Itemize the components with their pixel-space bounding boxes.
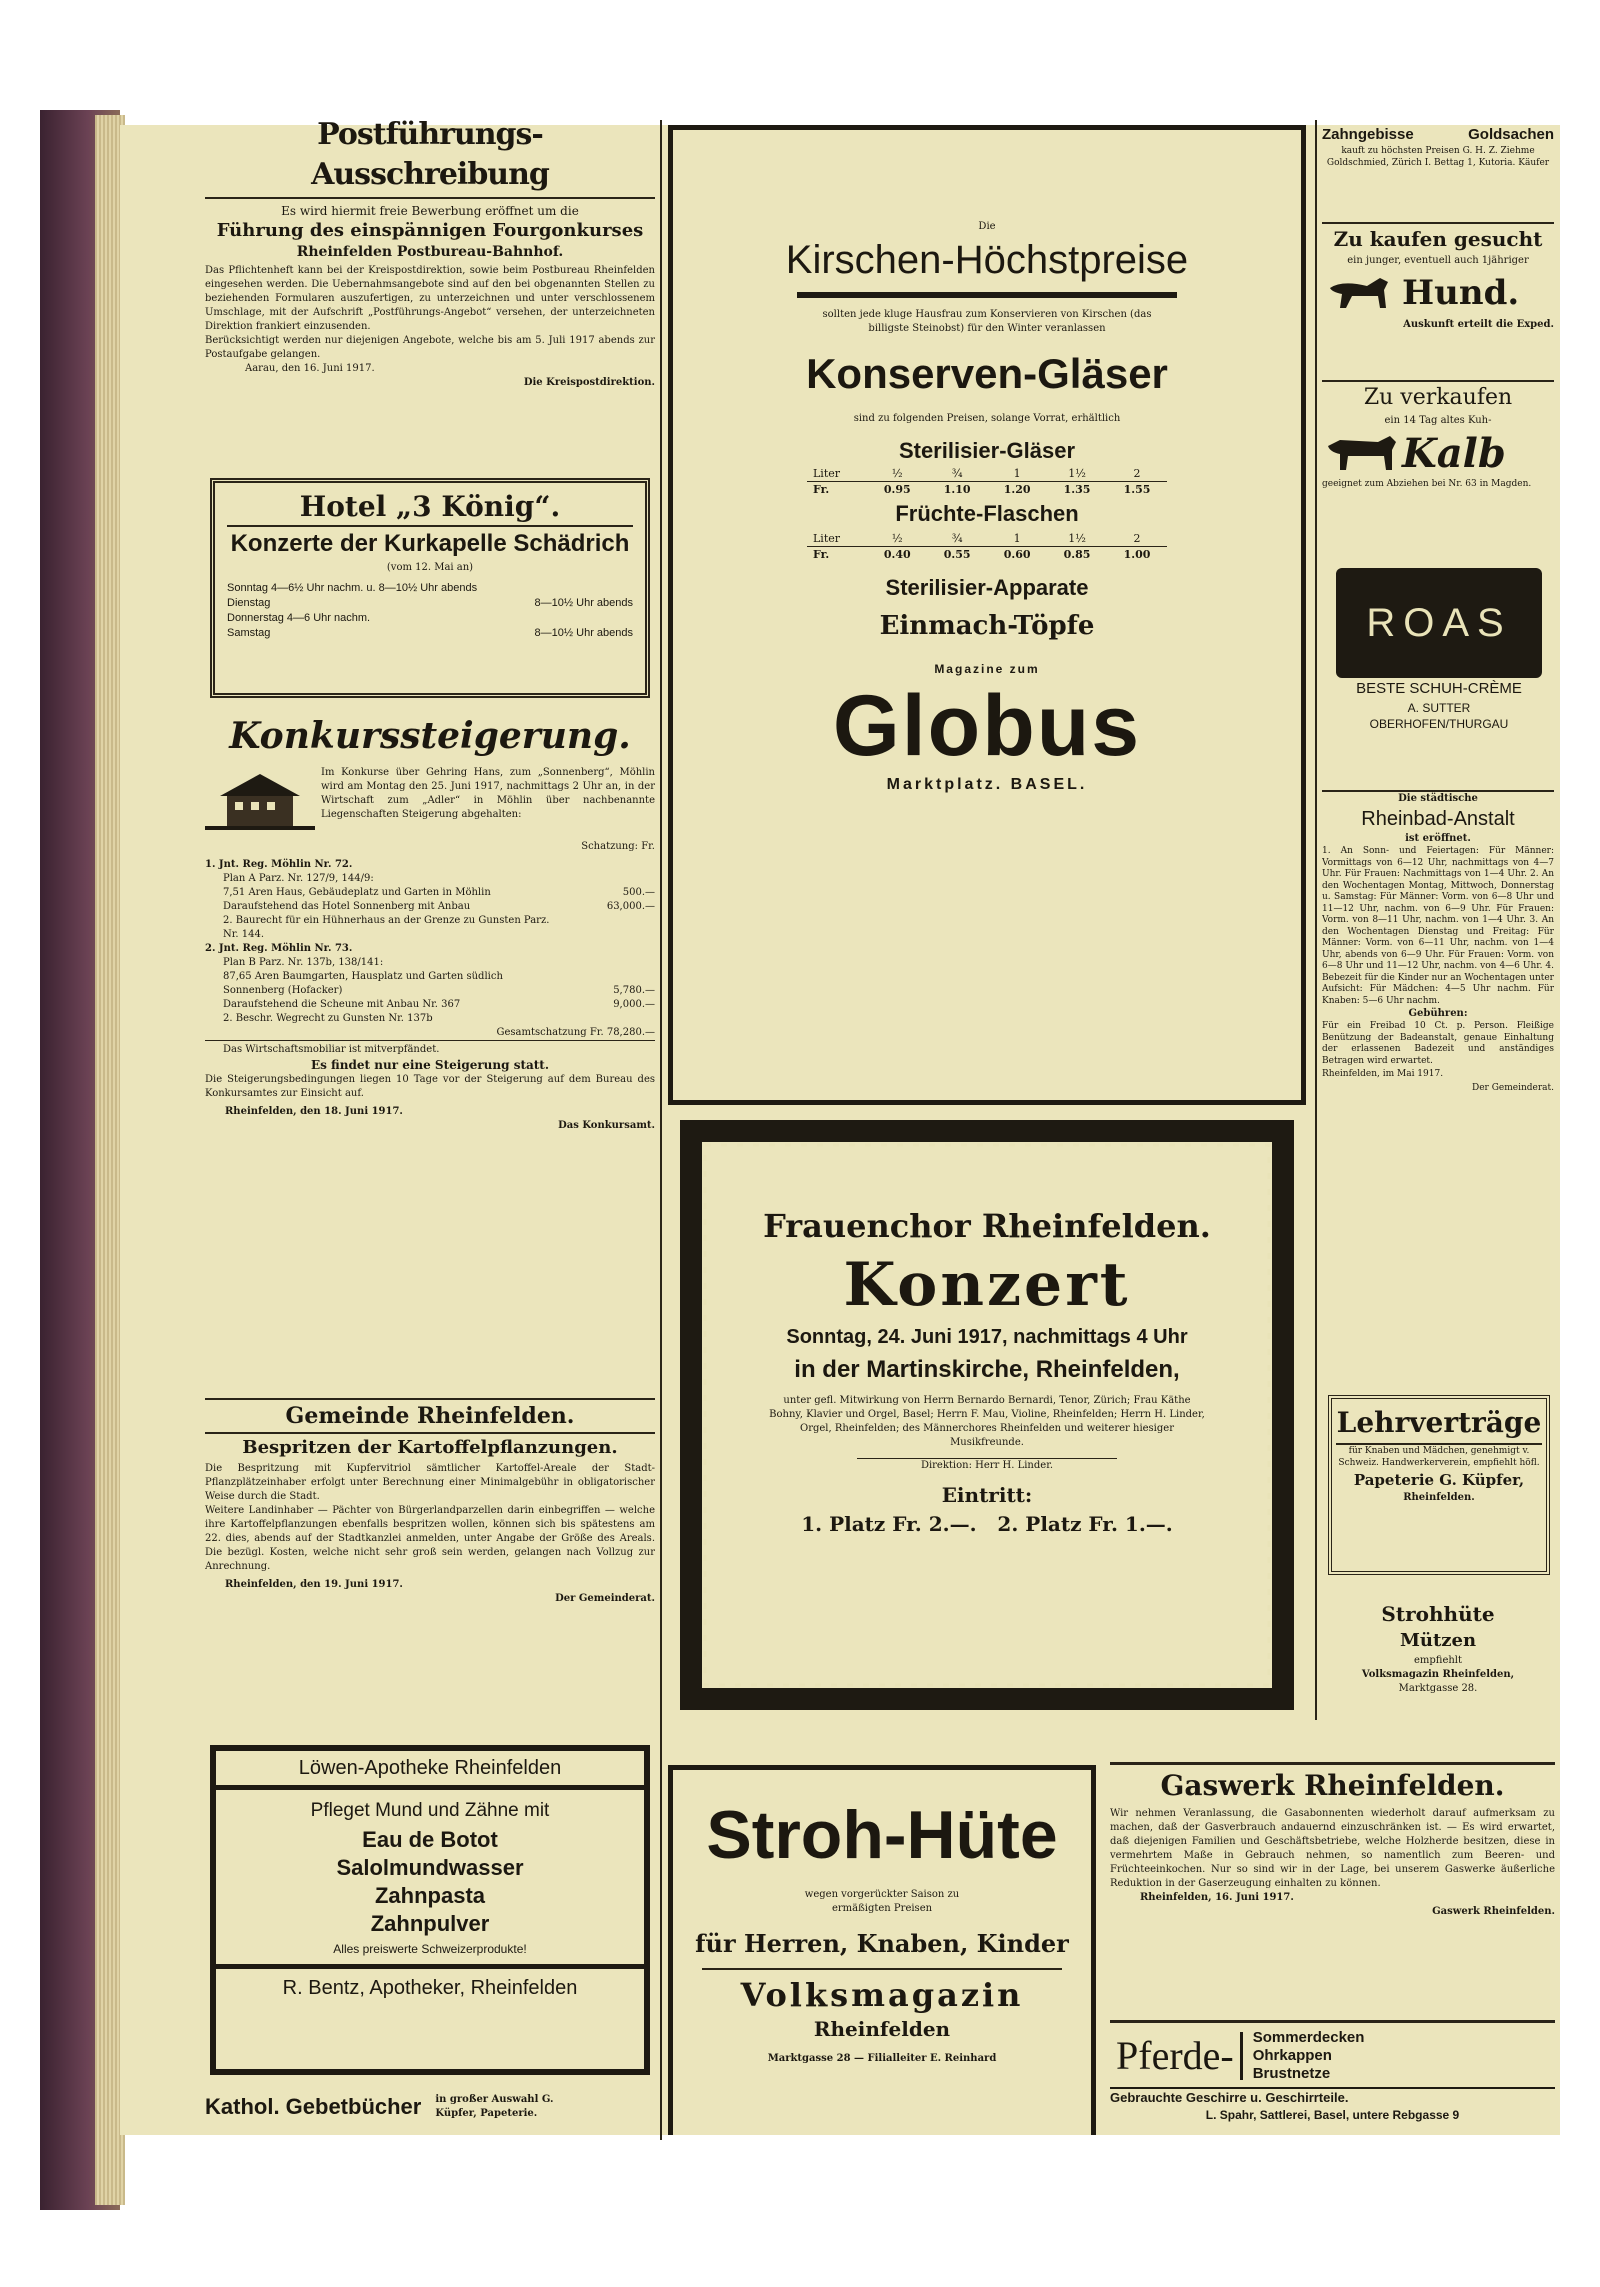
roas-l2: A. SUTTER — [1407, 701, 1471, 715]
hotel-row: Donnerstag 4—6 Uhr nachm. — [227, 612, 371, 624]
stroh-sub: wegen vorgerückter Saison zu ermäßigten Preisen — [804, 1889, 960, 1914]
apo-l4: Zahnpasta — [374, 1883, 486, 1908]
verk-text2: geeignet zum Abziehen bei Nr. 63 in Magden. — [1322, 479, 1532, 489]
konk-i1-c: Daraufstehend das Hotel Sonnenberg mit Anbau — [223, 901, 471, 912]
gem-body2: Weitere Landinhaber — Pächter von Bürgerlandparzellen darin einbegriffen — welche ihre Kartoffelpflanzungen ebenfalls bespritzen wollen, können sich bis spätestens am 22. dies, abends auf der Stadtkanzlei anmelden, unter Angabe der Größe des Areals. Die bezügl. Kosten, welche nicht sehr groß sein werden, gelangen nach Vollzug zur Anrechnung. — [205, 1505, 655, 1572]
hotel-row: Samstag 8—10½ Uhr abends — [227, 627, 633, 639]
konk-i1-d: 2. Baurecht für ein Hühnerhaus an der Grenze zu Gunsten Parz. Nr. 144. — [223, 915, 550, 940]
konk-w3: Die Steigerungsbedingungen liegen 10 Tage vor der Steigerung auf dem Bureau des Konkursamtes zur Einsicht auf. — [205, 1074, 655, 1099]
konk-w2: Es findet nur eine Steigerung statt. — [310, 1058, 550, 1072]
fch-date: Sonntag, 24. Juni 1917, nachmittags 4 Uhr — [786, 1326, 1188, 1348]
gas-place: Rheinfelden, 16. Juni 1917. — [1140, 1892, 1294, 1903]
ster-table: Liter ½ ¾ 1 1½ 2 Fr. 0.95 1.10 1.20 1.35 1.55 — [807, 466, 1167, 497]
fch-dir: Direktion: Herr H. Linder. — [857, 1458, 1117, 1473]
gem-place: Rheinfelden, den 19. Juni 1917. — [225, 1579, 403, 1590]
zahn-ad — [1322, 125, 1554, 215]
fch-title: Frauenchor Rheinfelden. — [763, 1207, 1211, 1245]
stroh-fuer: für Herren, Knaben, Kinder — [695, 1929, 1069, 1958]
roas-ad — [1336, 568, 1542, 768]
stroh-rh: Rheinfelden — [813, 2017, 951, 2041]
hotel-row: Sonntag 4—6½ Uhr nachm. u. 8—10½ Uhr abends — [227, 582, 478, 594]
strohh-name: Volksmagazin Rheinfelden, — [1361, 1669, 1515, 1680]
post-sub2: Rheinfelden Postbureau-Bahnhof. — [296, 244, 564, 260]
apo-sig: R. Bentz, Apotheker, Rheinfelden — [216, 1964, 644, 2007]
dog-icon — [1322, 268, 1402, 318]
kaufen-text: ein junger, eventuell auch 1jähriger — [1347, 255, 1529, 266]
konk-i1-c-val: 63,000.— — [606, 901, 655, 912]
post-body: Das Pflichtenheft kann bei der Kreispostdirektion, sowie beim Postbureau Rheinfelden eingesehen werden. Die Uebernahmsangebote sind auf den bei obgenannten Stellen zu beziehenden Formularen auszufertigen, zu unterzeichnen und unter verschlossenem Umschlage, mit der Aufschrift „Postführungs-Angebot“ versehen, der unterzeichneten Direktion frankiert einzusenden. — [205, 265, 655, 332]
fch-eintritt: Eintritt: — [941, 1483, 1033, 1507]
hund: Hund. — [1402, 273, 1520, 313]
post-ad — [205, 115, 655, 465]
rb-body: 1. An Sonn- und Feiertagen: Für Männer: Vormittags von 6—12 Uhr, nachmittags von 4—7 Uhr. Für Frauen: Nachmittags von 1—4 Uhr. 2. An den Wochentagen Montag, Mittwoch, Donnerstag u. Samstag: Für Männer: Vorm. von 6—8 Uhr und 11—12 Uhr, nachm. von 6—9 Uhr. Für Frauen: Vorm. von 8—11 Uhr, nachm. von 1—4 Uhr. 3. An den Wochentagen Dienstag und Freitag: Für Männer: Vorm. von 6—11 Uhr, nachm. von 1—4 Uhr, abends von 6—9 Uhr. Für Frauen: Vorm. von 6—8 Uhr und 11—12 Uhr, nachm. von 4—6 Uhr. 4. Bebezeit für die Kinder nur an Wochentagen unter Aufsicht: Für Mädchen: 4—5 Uhr nachm. Für Knaben: 5—6 Uhr nachm. — [1322, 846, 1554, 1006]
lehr-city: Rheinfelden. — [1403, 1492, 1475, 1503]
pferde-addr: L. Spahr, Sattlerei, Basel, untere Rebgasse 9 — [1205, 2108, 1460, 2122]
gem-title: Gemeinde Rheinfelden. — [285, 1403, 575, 1429]
konk-place: Rheinfelden, den 18. Juni 1917. — [225, 1106, 403, 1117]
kaufen-title: Zu kaufen gesucht — [1333, 227, 1543, 251]
hotel-from: (vom 12. Mai an) — [386, 562, 474, 573]
roas-logo — [1336, 568, 1542, 678]
pferde-r2: Ohrkappen — [1252, 2047, 1332, 2064]
konk-sig: Das Konkursamt. — [558, 1120, 655, 1131]
pferde-line: Gebrauchte Geschirre u. Geschirrteile. — [1110, 2087, 1555, 2107]
konk-i2-a: Plan B Parz. Nr. 137b, 138/141: — [223, 957, 384, 968]
lehr-ad — [1328, 1395, 1550, 1575]
calf-icon — [1322, 428, 1402, 478]
konk-i1-b-val: 500.— — [622, 887, 655, 898]
apo-title: Löwen-Apotheke Rheinfelden — [216, 1751, 644, 1790]
toepfe: Einmach-Töpfe — [879, 611, 1095, 641]
gem-sub: Bespritzen der Kartoffelpflanzungen. — [242, 1437, 618, 1458]
kalb: Kalb — [1402, 429, 1506, 477]
gemeinde-ad — [205, 1398, 655, 1738]
pferde-r3: Brustnetze — [1252, 2065, 1331, 2082]
rheinbad-ad — [1322, 790, 1554, 1380]
rb-title: Rheinbad-Anstalt — [1361, 808, 1515, 830]
gas-body: Wir nehmen Veranlassung, die Gasabonnenten wiederholt darauf aufmerksam zu machen, daß der Gasverbrauch andauernd einzuschränken ist. — Es wird erwartet, daß diejenigen Familien und Geschäftsbetriebe, welche Holzherde besitzen, diese in vermehrtem Maße in Gebrauch nehmen, so namentlich zum Beeren- und Früchteeinkochen. Nur so sind wir in der Lage, bei unserem Gaswerke äußerliche Reduktion in der Gaserzeugung einhalten zu können. — [1110, 1808, 1555, 1889]
apo-l2: Eau de Botot — [362, 1827, 498, 1852]
konk-intro: Im Konkurse über Gehring Hans, zum „Sonnenberg“, Möhlin wird am Montag den 25. Juni 1917, nachmittags 2 Uhr an, in der Wirtschaft zum „Adler“ in Möhlin über nachbenannte Liegenschaften Steigerung abgehalten: — [321, 767, 655, 820]
konk-i2-b-val: 5,780.— — [613, 985, 655, 996]
konk-i2-b: 87,65 Aren Baumgarten, Hausplatz und Garten südlich Sonnenberg (Hofacker) — [223, 971, 503, 996]
konk-i1-b: 7,51 Aren Haus, Gebäudeplatz und Garten in Möhlin — [223, 887, 491, 898]
post-intro: Es wird hiermit freie Bewerbung eröffnet um die — [281, 204, 579, 218]
zahn-top: Zahngebisse — [1322, 126, 1414, 143]
post-place: Aarau, den 16. Juni 1917. — [245, 363, 375, 374]
konk-w1: Das Wirtschaftsmobiliar ist mitverpfändet. — [223, 1044, 440, 1055]
pferde-title: Pferde- — [1110, 2032, 1243, 2080]
stroh-volks: Volksmagazin — [740, 1976, 1024, 2014]
roas-text: ROAS — [1366, 600, 1512, 645]
gas-title: Gaswerk Rheinfelden. — [1160, 1769, 1505, 1802]
globus-head: Kirschen-Höchstpreise — [785, 238, 1189, 282]
konk-i1-head: 1. Jnt. Reg. Möhlin Nr. 72. — [205, 859, 353, 870]
kaufen-ad — [1322, 222, 1554, 372]
post-title: Postführungs-Ausschreibung — [311, 117, 549, 192]
apo-l3: Salolmundwasser — [336, 1855, 524, 1880]
konk-i2-c: Daraufstehend die Scheune mit Anbau Nr. 367 — [223, 999, 461, 1010]
globus-ad — [668, 125, 1306, 1105]
apo-l1: Pfleget Mund und Zähne mit — [310, 1800, 550, 1821]
post-sig: Die Kreispostdirektion. — [523, 377, 655, 388]
rb-sub: ist eröffnet. — [1405, 833, 1471, 844]
gem-sig: Der Gemeinderat. — [555, 1593, 655, 1604]
column-rule — [1315, 120, 1317, 1720]
apo-l6: Alles preiswerte Schweizerprodukte! — [333, 1942, 527, 1956]
roas-l1: BESTE SCHUH-CRÈME — [1356, 680, 1522, 697]
strohh-title: Strohhüte — [1381, 1602, 1495, 1626]
fch-prices: 1. Platz Fr. 2.—. 2. Platz Fr. 1.—. — [801, 1512, 1173, 1536]
rb-geb: Gebühren: — [1408, 1008, 1468, 1019]
kath-title: Kathol. Gebetbücher — [205, 2094, 422, 2119]
apotheke-ad — [210, 1745, 650, 2075]
konk-schatz: Schatzung: Fr. — [581, 841, 655, 852]
house-icon — [205, 766, 315, 836]
apparate: Sterilisier-Apparate — [885, 575, 1089, 600]
konk-i2-c-val: 9,000.— — [613, 999, 655, 1010]
verk-text: ein 14 Tag altes Kuh- — [1384, 415, 1492, 426]
post-body2: Berücksichtigt werden nur diejenigen Angebote, welche bis am 5. Juli 1917 abends zur Postaufgabe gelangen. — [205, 335, 655, 360]
magazine: Magazine zum — [934, 662, 1040, 676]
strohh-sub: Mützen — [1399, 1630, 1477, 1651]
hotel-sub: Konzerte der Kurkapelle Schädrich — [230, 530, 630, 557]
stroh-addr: Marktgasse 28 — Filialleiter E. Reinhard — [767, 2053, 997, 2064]
verkaufen-ad — [1322, 380, 1554, 550]
rb-geb-text: Für ein Freibad 10 Ct. p. Person. Fleißige Benützung der Badeanstalt, genaue Einhaltung der erlassenen Badezeit und anständiges Betragen wird erwartet. — [1322, 1021, 1554, 1066]
hotel-title: Hotel „3 König“. — [299, 490, 561, 523]
strohh-text: empfiehlt — [1413, 1655, 1463, 1666]
kaufen-ausk: Auskunft erteilt die Exped. — [1403, 319, 1554, 330]
pferde-ad — [1110, 2020, 1555, 2138]
frauenchor-ad — [680, 1120, 1294, 1710]
globus-die: Die — [978, 221, 996, 232]
rb-die: Die städtische — [1398, 793, 1478, 804]
apo-l5: Zahnpulver — [370, 1911, 490, 1936]
kath-text: in großer Auswahl G. Küpfer, Papeterie. — [435, 2094, 554, 2119]
globus-konserven: Konserven-Gläser — [806, 350, 1168, 397]
zahn-top2: Goldsachen — [1468, 126, 1554, 143]
fruechte-table: Liter ½ ¾ 1 1½ 2 Fr. 0.40 0.55 0.60 0.85 1.00 — [807, 531, 1167, 562]
konk-i1-a: Plan A Parz. Nr. 127/9, 144/9: — [223, 873, 374, 884]
fch-body: unter gefl. Mitwirkung von Herrn Bernardo Bernardi, Tenor, Zürich; Frau Käthe Bohny, Klavier und Orgel, Basel; Herrn F. Mau, Violine, Rheinfelden; Herrn H. Linder, Orgel, Rheinfelden; des Männerchores Rheinfelden und weiterer hiesiger Musikfreunde. — [769, 1395, 1205, 1448]
globus-intro: sollten jede kluge Hausfrau zum Konservieren von Kirschen (das billigste Steinobst) für den Winter veranlassen — [822, 309, 1152, 334]
column-rule — [660, 120, 662, 2140]
pferde-r1: Sommerdecken — [1252, 2029, 1365, 2046]
konk-total: Gesamtschatzung Fr. 78,280.— — [205, 1026, 655, 1041]
globus-name: Globus — [832, 678, 1142, 774]
gas-sig: Gaswerk Rheinfelden. — [1432, 1906, 1555, 1917]
strohhute-ad — [1322, 1600, 1554, 1740]
globus-folg: sind zu folgenden Preisen, solange Vorrat, erhältlich — [853, 413, 1121, 424]
rb-sig: Der Gemeinderat. — [1472, 1083, 1554, 1093]
stroh-title: Stroh-Hüte — [706, 1797, 1058, 1873]
roas-l3: OBERHOFEN/THURGAU — [1369, 717, 1509, 731]
ornament-border-icon — [702, 1142, 1272, 1688]
lehr-name: Papeterie G. Küpfer, — [1353, 1471, 1525, 1489]
fch-place: in der Martinskirche, Rheinfelden, — [794, 1356, 1180, 1383]
marktplatz: Marktplatz. BASEL. — [886, 776, 1088, 793]
gem-body: Die Bespritzung mit Kupfervitriol sämtlicher Kartoffel-Areale der Stadt-Pflanzplätzeinhaber erfolgt unter Berechnung einer Minimalgebühr in obligatorischer Weise durch die Stadt. — [205, 1463, 655, 1502]
konkurs-ad — [205, 710, 655, 1390]
gaswerk-ad — [1110, 1762, 1555, 2015]
stroh-ad — [668, 1765, 1096, 2135]
lehr-title: Lehrverträge — [1336, 1406, 1542, 1439]
rb-place: Rheinfelden, im Mai 1917. — [1322, 1069, 1444, 1079]
zahn-small: kauft zu höchsten Preisen G. H. Z. Ziehme Goldschmied, Zürich I. Bettag 1, Kutoria. Käufer — [1326, 146, 1550, 168]
konk-i2-d: 2. Beschr. Wegrecht zu Gunsten Nr. 137b — [223, 1013, 433, 1024]
ster-title: Sterilisier-Gläser — [898, 438, 1076, 463]
hotel-row: Dienstag 8—10½ Uhr abends — [227, 597, 633, 609]
konk-i2-head: 2. Jnt. Reg. Möhlin Nr. 73. — [205, 943, 353, 954]
konk-title: Konkurssteigerung. — [229, 715, 631, 757]
hotel-ad — [210, 478, 650, 698]
verk-title: Zu verkaufen — [1363, 385, 1513, 410]
kath-ad — [205, 2082, 655, 2132]
strohh-addr: Marktgasse 28. — [1398, 1683, 1478, 1694]
fch-konzert: Konzert — [843, 1250, 1131, 1320]
fruechte-title: Früchte-Flaschen — [895, 501, 1079, 526]
lehr-text: für Knaben und Mädchen, genehmigt v. Schweiz. Handwerkerverein, empfiehlt höfl. — [1338, 1446, 1540, 1468]
post-sub1: Führung des einspännigen Fourgonkurses — [216, 220, 644, 241]
